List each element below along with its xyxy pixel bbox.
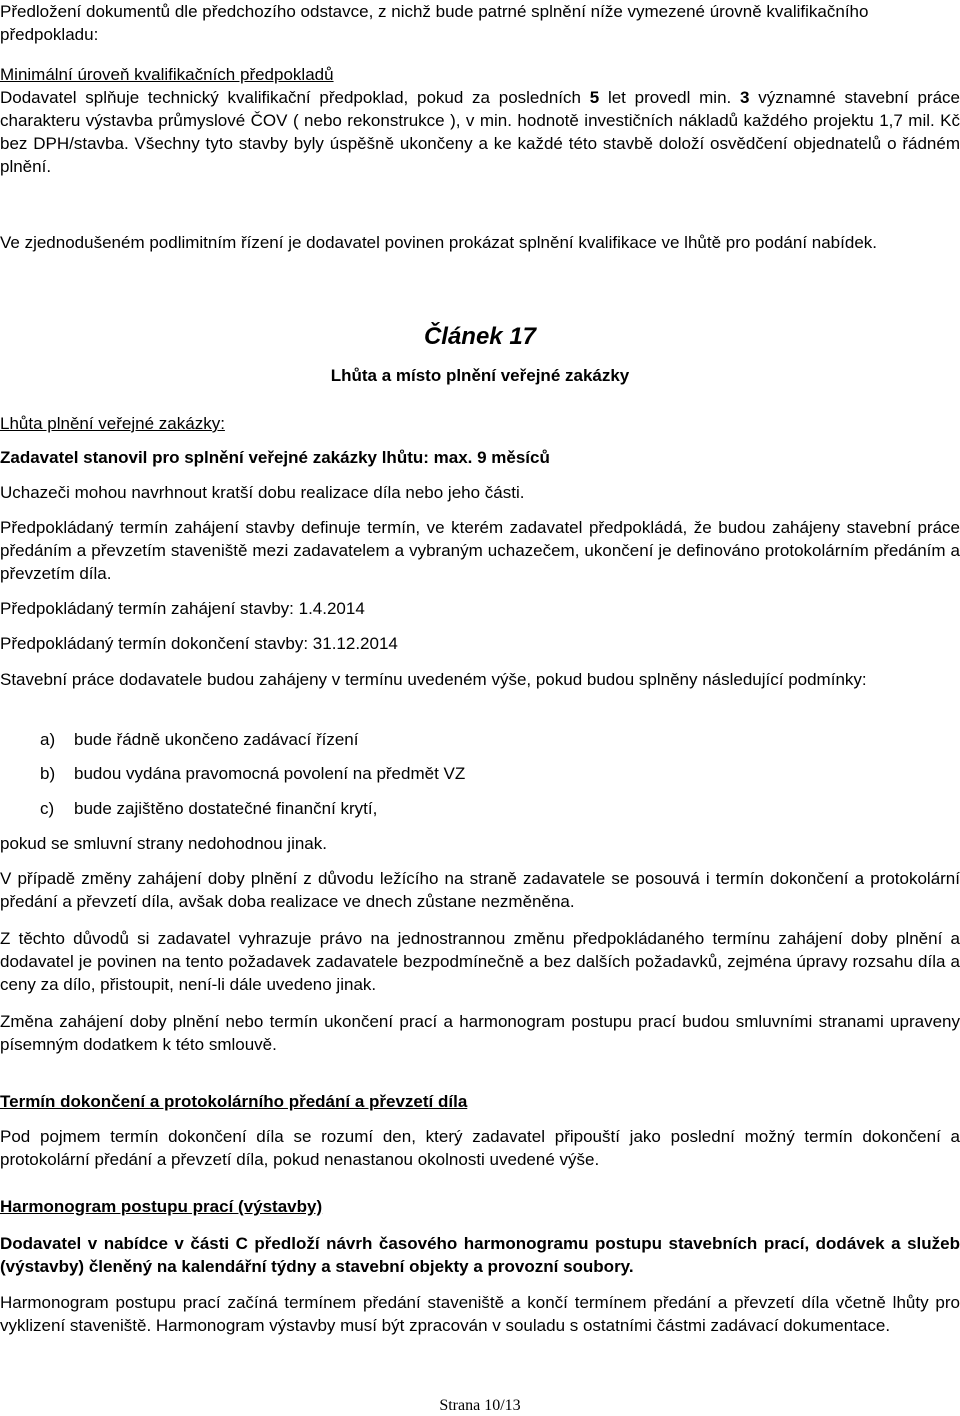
schedule-heading [0, 1195, 960, 1218]
condition-text: budou vydána pravomocná povolení na předmět VZ [74, 764, 466, 783]
qualification-text-1: Dodavatel splňuje technický kvalifikační předpoklad, pokud za posledních [0, 88, 590, 107]
qualification-paragraph [0, 86, 960, 178]
reasons-paragraph: Z těchto důvodů si zadavatel vyhrazuje právo na jednostrannou změnu předpokládaného termínu zahájení doby plnění a dodavatel je povinen na tento požadavek zadavatele bezpodmínečně a bez dalších požadavků, zejména úpravy rozsahu díla a ceny za dílo, přistoupit, není-li dále uvedeno jinak. [0, 929, 960, 994]
completion-paragraph: Pod pojmem termín dokončení díla se rozumí den, který zadavatel připouští jako poslední možný termín dokončení a protokolární předání a převzetí díla, pokud nenastanou okolnosti uvedené výše. [0, 1127, 960, 1169]
completion-heading [0, 1090, 960, 1113]
conditions-paragraph: Stavební práce dodavatele budou zahájeny v termínu uvedeném výše, pokud budou splněny následující podmínky: [0, 670, 867, 689]
schedule-heading-text: Harmonogram postupu prací (výstavby) [0, 1197, 323, 1216]
deadline-text: Zadavatel stanovil pro splnění veřejné zakázky lhůtu: max. [0, 448, 478, 467]
deadline-statement [0, 446, 960, 469]
deadline-duration: 9 měsíců [477, 448, 550, 467]
qualification-count: 3 [740, 88, 750, 107]
deadline-label: Lhůta plnění veřejné zakázky: [0, 414, 225, 433]
article-title: Článek 17 [423, 323, 537, 350]
qualification-text-3: významné stavební práce charakteru výstavba průmyslové ČOV ( nebo rekonstrukce ), v min. hodnotě investičních nákladů každého projektu 1,7 mil. Kč bez DPH/stavba. Všechny tyto stavby byly úspěšně ukončeny a ke každé této stavbě doloží osvědčení objednatelů o řádném plnění. [0, 88, 960, 176]
condition-text: bude řádně ukončeno zadávací řízení [74, 730, 359, 749]
amendment-paragraph: Změna zahájení doby plnění nebo termín ukončení prací a harmonogram postupu prací budou smluvními stranami upraveny písemným dodatkem k této smlouvě. [0, 1012, 960, 1054]
shorter-duration-paragraph: Uchazeči mohou navrhnout kratší dobu realizace díla nebo jeho části. [0, 483, 525, 502]
qualification-text-2: let provedl min. [599, 88, 741, 107]
change-paragraph: V případě změny zahájení doby plnění z důvodu ležícího na straně zadavatele se posouvá i termín dokončení a protokolární předání a převzetí díla, avšak doba realizace ve dnech zůstane nezměněna. [0, 869, 960, 911]
end-date: Předpokládaný termín dokončení stavby: 31.12.2014 [0, 634, 398, 653]
schedule-paragraph: Harmonogram postupu prací začíná termínem předání staveniště a končí termínem předání a převzetí díla včetně lhůty pro vyklizení staveniště. Harmonogram výstavby musí být zpracován v souladu s ostatními částmi zadávací dokumentace. [0, 1293, 960, 1335]
schedule-bold-paragraph [0, 1232, 960, 1278]
start-definition-paragraph: Předpokládaný termín zahájení stavby definuje termín, ve kterém zadavatel předpokládá, že budou zahájeny stavební práce předáním a převzetím staveniště mezi zadavatelem a vybraným uchazečem, ukončení je definováno protokolárním předáním a převzetím díla. [0, 518, 960, 583]
completion-heading-text: Termín dokončení a protokolárního předání a převzetí díla [0, 1092, 468, 1111]
minimum-level-heading: Minimální úroveň kvalifikačních předpokladů [0, 65, 334, 84]
page-number: Strana 10/13 [439, 1397, 521, 1414]
condition-letter: a) [40, 730, 56, 749]
schedule-bold-text: Dodavatel v nabídce v části C předloží návrh časového harmonogramu postupu stavebních prací, dodávek a služeb (výstavby) členěný na kalendářní týdny a stavební objekty a provozní soubory. [0, 1234, 960, 1276]
intro-paragraph: Předložení dokumentů dle předchozího odstavce, z nichž bude patrné splnění níže vymezené úrovně kvalifikačního předpokladu: [0, 2, 869, 44]
condition-text: bude zajištěno dostatečné finanční krytí, [74, 799, 378, 818]
article-subtitle: Lhůta a místo plnění veřejné zakázky [330, 366, 630, 385]
start-date: Předpokládaný termín zahájení stavby: 1.4.2014 [0, 599, 365, 618]
unless-agreed-paragraph: pokud se smluvní strany nedohodnou jinak. [0, 834, 327, 853]
condition-letter: c) [40, 799, 55, 818]
simplified-procedure-paragraph: Ve zjednodušeném podlimitním řízení je dodavatel povinen prokázat splnění kvalifikace ve lhůtě pro podání nabídek. [0, 233, 877, 252]
qualification-years: 5 [589, 88, 600, 107]
condition-letter: b) [40, 764, 56, 783]
